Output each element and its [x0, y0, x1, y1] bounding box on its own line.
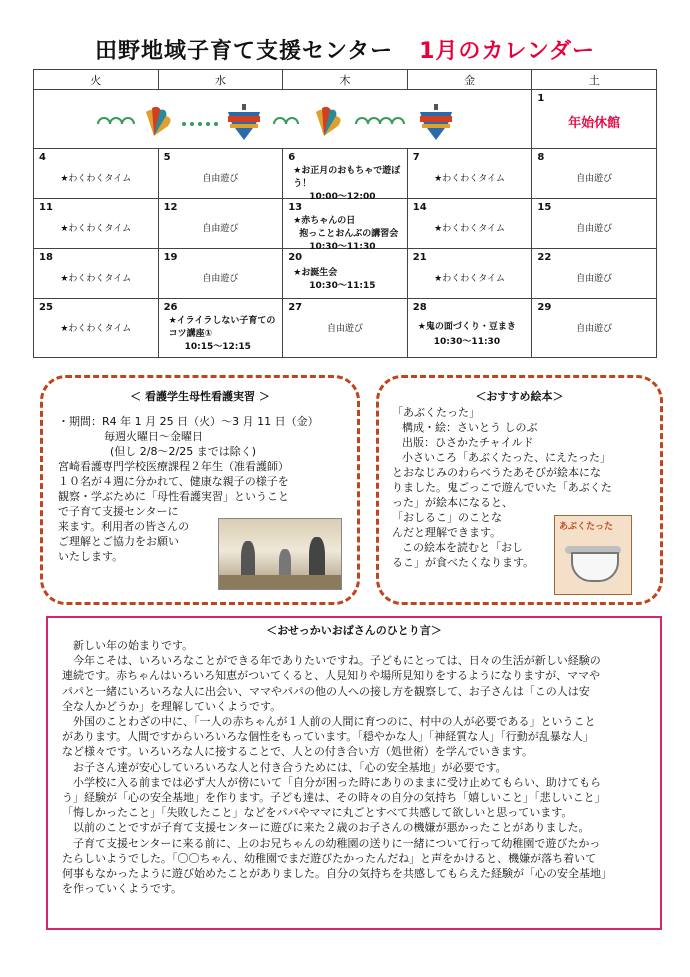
- new-year-decoration-cell: [34, 90, 532, 149]
- book-body-line: 「おしるこ」のことな: [392, 511, 502, 524]
- book-cover-title: あぶくたった: [559, 522, 614, 532]
- day-event: [169, 315, 279, 354]
- center-photo: [218, 518, 342, 590]
- day-event: ★わくわくタイム: [60, 324, 132, 334]
- event-title: ★イライラしない子育てのコツ講座①: [168, 316, 276, 339]
- column-line: パパと一緒にいろいろな人に出会い、ママやパパの他の人への接し方を観察して、お子さんは「この人は安: [62, 684, 590, 698]
- fan-icon: [146, 107, 171, 136]
- column-line: 今年こそは、いろいろなことができる年でありたいですね。子どもにとっては、日々の生活が新しい経験の: [62, 654, 601, 668]
- book-cover-image: [554, 515, 632, 595]
- spiral-icon: [98, 118, 134, 124]
- day-event: ★わくわくタイム: [434, 174, 506, 184]
- day-number: 28: [412, 302, 427, 313]
- day-number: 15: [537, 202, 552, 213]
- book-title: 「あぶくたった」: [392, 406, 480, 419]
- day-event: ★わくわくタイム: [60, 174, 132, 184]
- calendar-table: [33, 69, 657, 358]
- nursing-body-line: 宮崎看護専門学校医療課程２年生（准看護師）: [58, 460, 289, 473]
- column-text: [62, 638, 652, 896]
- day-cell: [283, 199, 408, 252]
- day-number: 4: [39, 152, 46, 163]
- day-cell: [407, 199, 532, 249]
- spinning-top-icon: [228, 104, 260, 140]
- calendar-row: [34, 199, 657, 249]
- day-number: 18: [39, 252, 53, 263]
- column-line: 以前のことですが子育て支援センターに遊びに来た２歳のお子さんの機嫌が悪かったことがありました。: [62, 821, 590, 835]
- nursing-days: 毎週火曜日～金曜日: [104, 430, 203, 443]
- weekday-tue: 火: [34, 70, 159, 90]
- day-event: [293, 267, 403, 293]
- day-event: 自由遊び: [202, 224, 239, 234]
- book-body-line: るこ」が食べたくなります。: [392, 556, 535, 569]
- day-number: 19: [163, 252, 178, 263]
- column-line: 何事もなかったように遊び始めたことがありました。自分の気持ちを共感してもらえた経験が「心の安全基地」: [62, 867, 612, 881]
- calendar-row: [34, 299, 657, 358]
- weekday-wed: 水: [158, 70, 283, 90]
- day-cell: [34, 249, 159, 299]
- book-body-line: とおなじみのわらべうたあそびが絵本にな: [392, 466, 601, 479]
- day-cell: [34, 199, 159, 249]
- day-event: 自由遊び: [576, 224, 613, 234]
- new-year-decoration: [34, 90, 532, 148]
- day-number: 21: [412, 252, 427, 263]
- column-line: 小学校に入る前までは必ず大人が傍にいて「自分が困った時にありのままに受け止めてもらい、助けてもら: [62, 775, 601, 789]
- book-body-line: った」が絵本になると、: [392, 496, 513, 509]
- day-cell: [34, 299, 159, 358]
- event-title: ★お正月のおもちゃで遊ぼう！: [293, 166, 401, 189]
- book-body-line: んだと理解できます。: [392, 526, 502, 539]
- day-cell: [532, 249, 657, 299]
- book-heading: ＜おすすめ絵本＞: [475, 390, 564, 403]
- day-number: 8: [537, 152, 545, 163]
- column-line: たらしいようでした。「〇〇ちゃん、幼稚園でまだ遊びたかったんだね」と声をかけると、機嫌が落ち着いて: [62, 851, 597, 865]
- nursing-body-line: ご理解とご協力をお願い: [58, 535, 179, 548]
- center-name: 田野地域子育て支援センター: [94, 39, 394, 64]
- day-number: 5: [163, 152, 171, 163]
- column-line: 連続です。赤ちゃんはいろいろ知恵がついてくると、人見知りや場所見知りをするようになりますが、ママや: [62, 669, 601, 683]
- column-line: があります。人間ですからいろいろな個性をもっています。「穏やかな人」「神経質な人」「行動が乱暴な人」: [62, 730, 594, 744]
- day-cell: [407, 249, 532, 299]
- book-publisher: 出版：ひさかたチャイルド: [402, 436, 534, 449]
- day-event: 自由遊び: [576, 174, 613, 184]
- nursing-heading: ＜ 看護学生母性看護実習 ＞: [130, 390, 270, 403]
- nursing-body-line: 観察・学ぶために「母性看護実習」ということ: [58, 490, 289, 503]
- day-cell: [34, 149, 159, 199]
- nursing-body-line: いたします。: [58, 550, 124, 563]
- day-number: 22: [537, 252, 552, 263]
- day-cell: [158, 249, 283, 299]
- day-event: 自由遊び: [202, 274, 239, 284]
- book-author: 構成・絵：さいとう しのぶ: [402, 421, 538, 434]
- day-number: 6: [288, 152, 296, 163]
- event-time: 10:00～12:00: [309, 192, 376, 202]
- event-title: ★お誕生会: [293, 268, 338, 278]
- column-line: う」経験が「心の安全基地」を作ります。子ども達は、その時々の自分の気持ち「嬉しいこと」「悲しいこと」: [62, 791, 606, 805]
- day-cell: [158, 299, 283, 358]
- nursing-except: (但し 2/8～2/25 までは除く): [110, 445, 256, 458]
- nursing-period: ・期間：R4 年 1 月 25 日（火）～3 月 11 日（金）: [58, 415, 319, 428]
- nursing-body-line: １０名が４週に分かれて、健康な親子の様子を: [58, 475, 289, 488]
- day-number: 11: [39, 202, 53, 213]
- nursing-body-line: で子育て支援センターに: [58, 505, 179, 518]
- nursing-body-line: 来ます。利用者の皆さんの: [58, 520, 190, 533]
- weekday-fri: 金: [407, 70, 532, 90]
- day-number: 13: [288, 202, 303, 213]
- day-event: ★わくわくタイム: [60, 224, 132, 234]
- day-cell: [407, 149, 532, 199]
- day-event: 自由遊び: [576, 324, 613, 334]
- day-number: 27: [288, 302, 303, 313]
- calendar-row: [34, 90, 657, 149]
- column-line: 新しい年の始まりです。: [62, 639, 194, 652]
- day-cell: [532, 199, 657, 249]
- spiral-icon: [356, 118, 404, 124]
- fan-icon: [316, 107, 341, 136]
- day-event: [418, 321, 528, 349]
- event-title: ★鬼の面づくり・豆まき: [417, 322, 516, 332]
- column-heading: ＜おせっかいおばさんのひとり言＞: [266, 624, 442, 637]
- event-time: 10:15～12:15: [184, 342, 251, 352]
- day-cell: [532, 149, 657, 199]
- closed-notice: 年始休館: [568, 116, 621, 131]
- day-event: ★わくわくタイム: [434, 274, 506, 284]
- day-number: 14: [412, 202, 427, 213]
- event-time: 10:30～11:15: [309, 281, 376, 291]
- day-number: 29: [537, 302, 552, 313]
- page-title: [0, 34, 690, 65]
- book-body-line: 小さいころ「あぶくたった、にえたった」: [402, 451, 611, 464]
- day-number: 25: [39, 302, 53, 313]
- day-event: 自由遊び: [576, 274, 613, 284]
- column-line: 子育て支援センターに来る前に、上のお兄ちゃんの幼稚園の送りに一緒について行って幼稚園で遊びたかっ: [62, 836, 601, 850]
- day-event: 自由遊び: [326, 324, 363, 334]
- month-title: 1月のカレンダー: [419, 39, 595, 64]
- day-event: ★わくわくタイム: [434, 224, 506, 234]
- column-line: 外国のことわざの中に、「一人の赤ちゃんが１人前の人間に育つのに、村中の人が必要である」ということ: [62, 715, 596, 729]
- day-number: 7: [412, 152, 420, 163]
- event-subtitle: 抱っことおんぶの講習会: [299, 229, 399, 239]
- day-cell: [283, 299, 408, 358]
- day-number: 12: [163, 202, 178, 213]
- dotted-line: [182, 122, 218, 126]
- day-number: 1: [537, 93, 545, 104]
- spiral-icon: [274, 118, 298, 124]
- calendar-row: [34, 249, 657, 299]
- book-body-line: りました。鬼ごっこで遊んでいた「あぶくた: [392, 481, 612, 494]
- day-event: ★わくわくタイム: [60, 274, 132, 284]
- weekday-sat: 土: [532, 70, 657, 90]
- book-body-line: この絵本を読むと「おし: [402, 541, 523, 554]
- event-time: 10:30～11:30: [433, 337, 501, 347]
- weekday-thu: 木: [283, 70, 408, 90]
- event-time: 10:30～11:30: [309, 242, 376, 252]
- day-number: 20: [288, 252, 303, 263]
- day-cell: [158, 149, 283, 199]
- day-cell: [283, 149, 408, 202]
- day-number: 26: [163, 302, 178, 313]
- day-cell: [283, 249, 408, 299]
- column-line: を作っていくようです。: [62, 882, 183, 896]
- day-cell: [532, 90, 657, 149]
- calendar-row: [34, 149, 657, 199]
- spinning-top-icon: [420, 104, 452, 140]
- weekday-header-row: [34, 70, 657, 90]
- column-line: など様々です。いろいろな人に接することで、人との付き合い方（処世術）を学んでいきます。: [62, 745, 534, 759]
- day-cell: [532, 299, 657, 358]
- day-cell: [158, 199, 283, 249]
- column-line: 「悔しかったこと」「失敗したこと」などをパパやママに丸ごとすべて共感して欲しいと思っています。: [62, 806, 573, 820]
- day-event: 自由遊び: [202, 174, 239, 184]
- day-cell: [407, 299, 532, 358]
- column-line: 全な人かどうか」を理解していくようです。: [62, 699, 282, 713]
- column-line: お子さん達が安心していろいろな人と付き合うためには、「心の安全基地」が必要です。: [62, 760, 507, 774]
- event-title: ★赤ちゃんの日: [293, 216, 356, 226]
